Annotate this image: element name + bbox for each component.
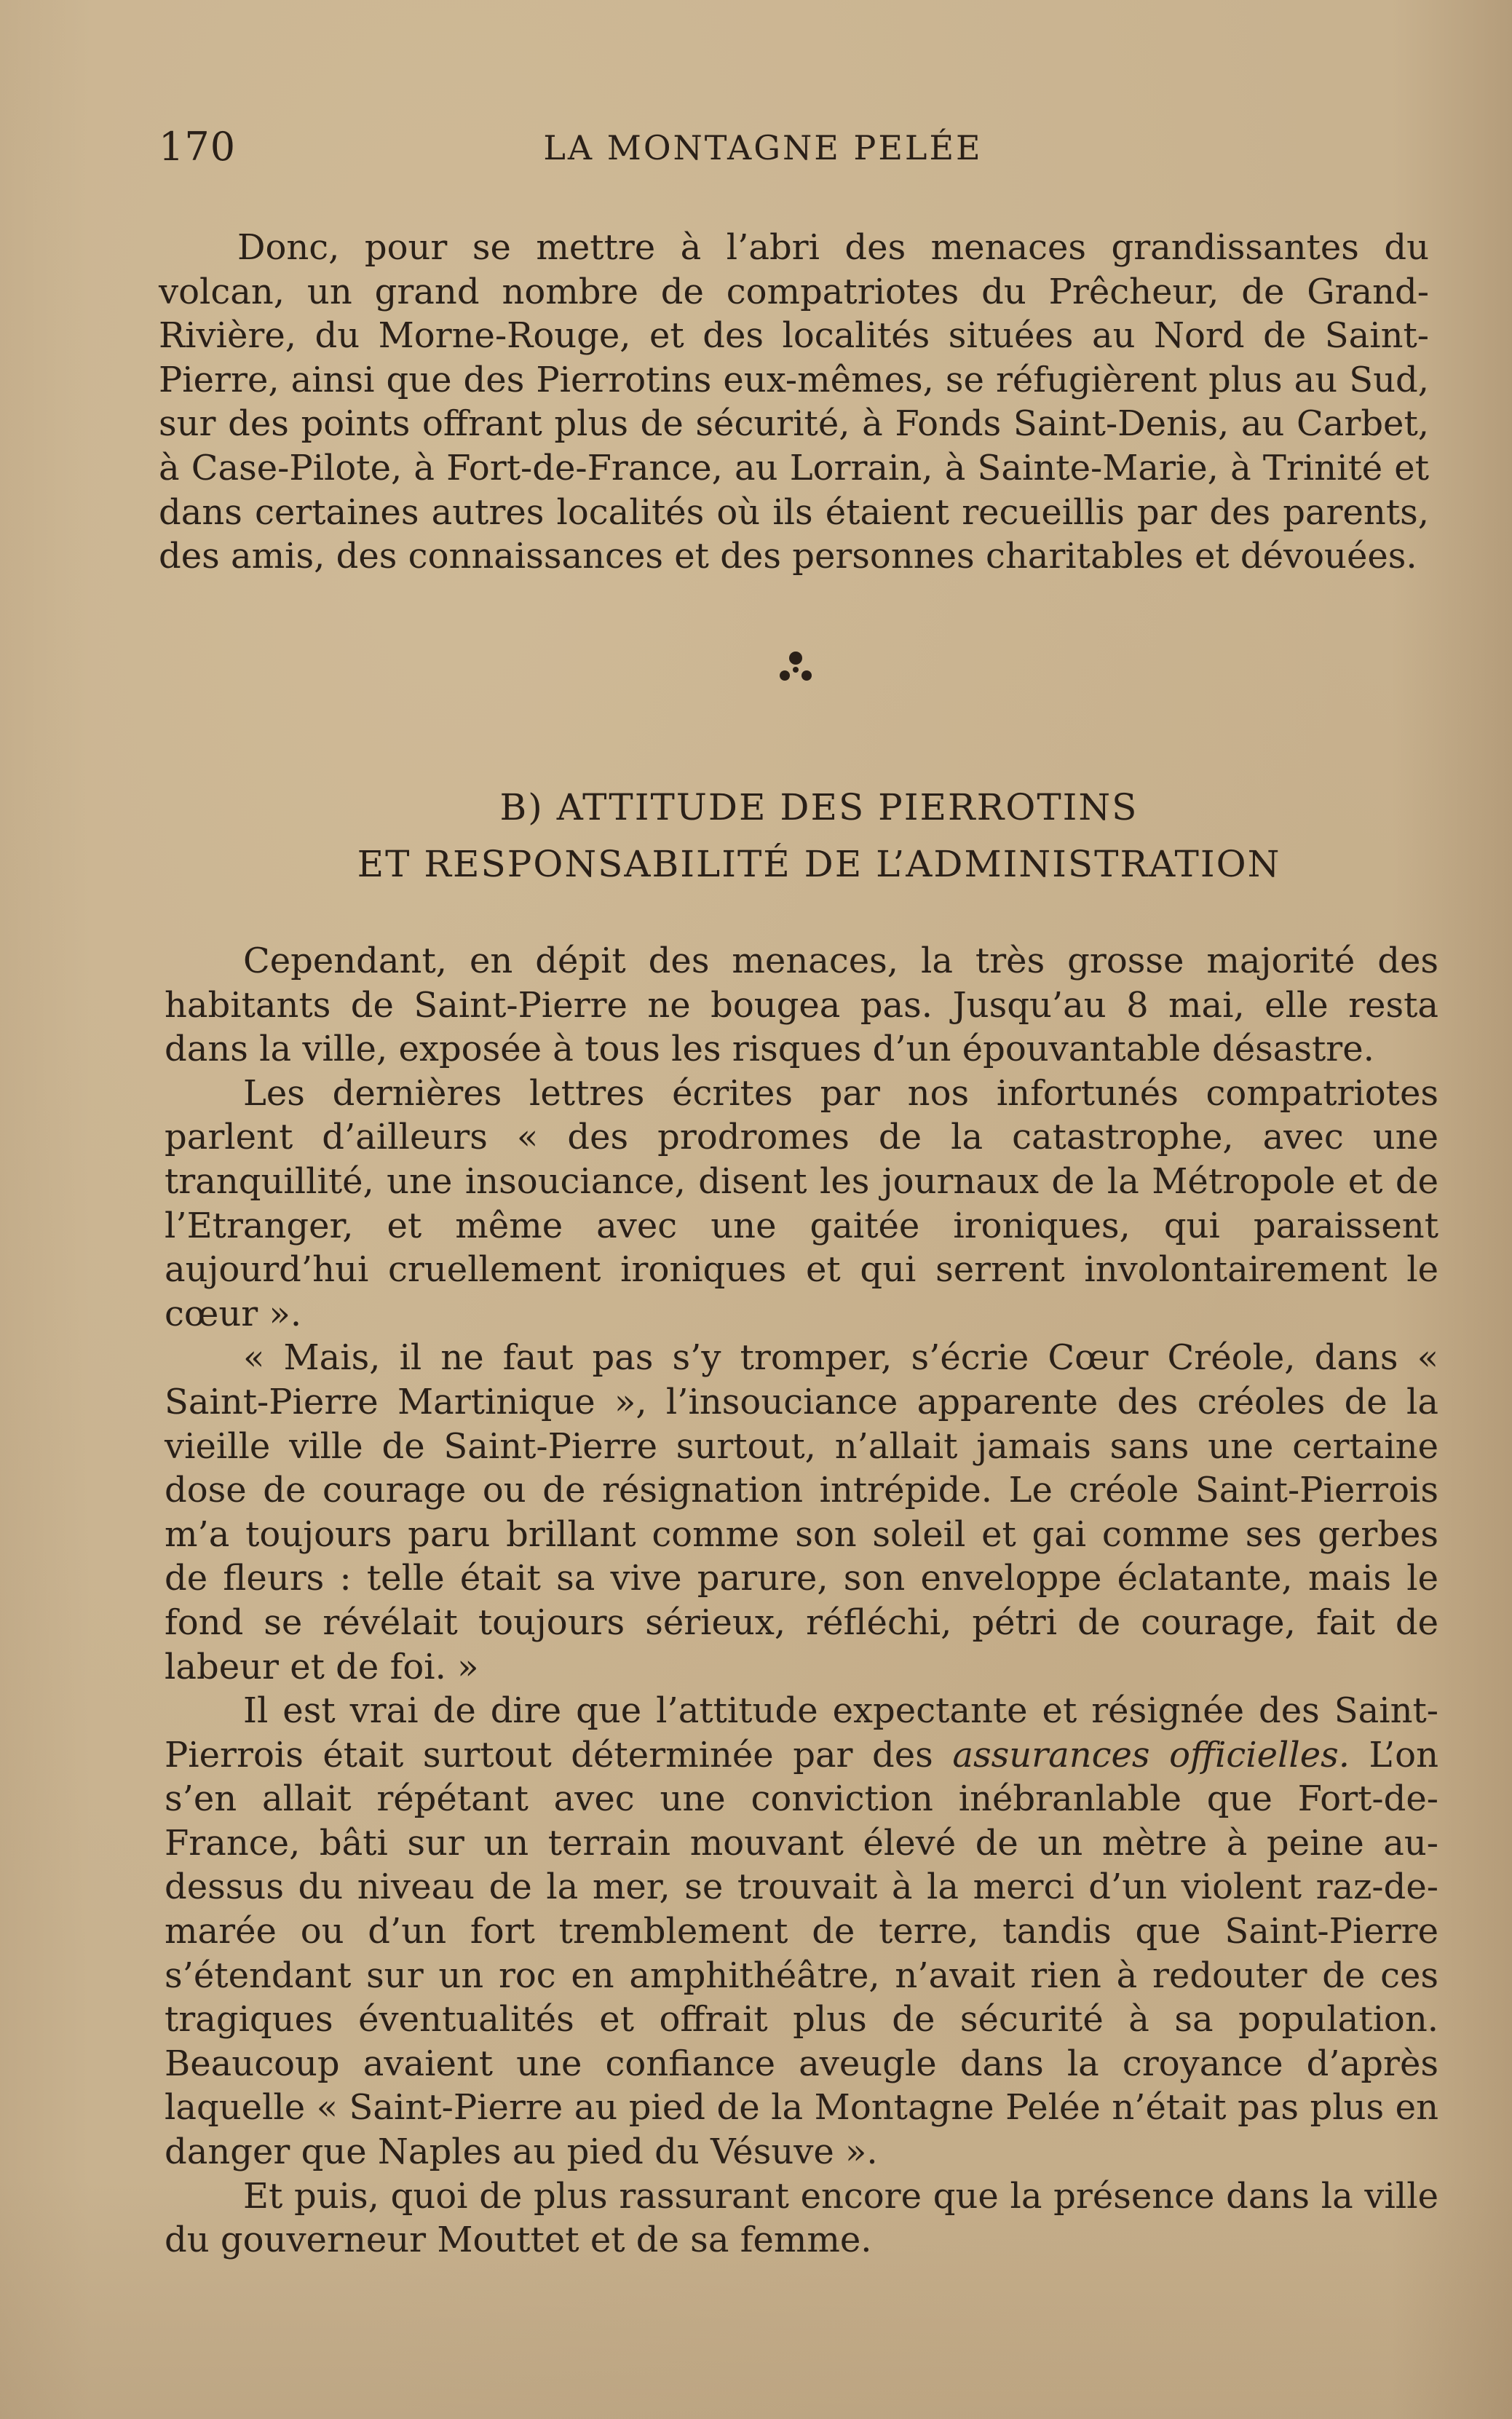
section-heading-line-1: B) ATTITUDE DES PIERROTINS xyxy=(499,786,1139,828)
paragraph-4-end: L’on s’en allait répétant avec une conviction inébranlable que Fort-de-France, bâti sur un terrain mouvant élevé de un mètre à peine au-dessus du niveau de la mer, se trouvait à la merci d’un violent raz-de-marée ou d’un fort tremblement de terre, tandis que Saint-Pierre s’étendant sur un roc en amphithéâtre, n’avait rien à redouter de ces tragiques éventualités et offrait plus de sécurité à sa population. Beaucoup avaient une confiance aveugle dans la croyance d’après laquelle « Saint-Pierre au pied de la Montagne Pelée n’était pas plus en danger que Naples au pied du Vésuve ». xyxy=(165,1734,1438,2173)
paragraph-3: « Mais, il ne faut pas s’y tromper, s’écrie Cœur Créole, dans « Saint-Pierre Martinique », l’insouciance apparente des créoles de la vieille ville de Saint-Pierre surtout, n’allait jamais sans une certaine dose de courage ou de résignation intrépide. Le créole Saint-Pierrois m’a toujours paru brillant comme son soleil et gai comme ses gerbes de fleurs : telle était sa vive parure, son enveloppe éclatante, mais le fond se révélait toujours sérieux, réfléchi, pétri de courage, fait de labeur et de foi. » xyxy=(165,1337,1438,1687)
section-body xyxy=(165,939,1438,2262)
section-heading-line-2: ET RESPONSABILITÉ DE L’ADMINISTRATION xyxy=(357,843,1281,885)
page-number: 170 xyxy=(159,124,237,170)
paragraph-4-start: Il est vrai de dire que l’attitude expectante et résignée des Saint-Pierrois était surtout déterminée par des xyxy=(165,1690,1438,1775)
running-head xyxy=(159,124,1454,175)
intro-text xyxy=(159,226,1429,579)
paragraph-4 xyxy=(165,1689,1438,2174)
asterism-ornament-icon xyxy=(770,648,821,692)
paragraph-5: Et puis, quoi de plus rassurant encore que la présence dans la ville du gouverneur Mouttet et de sa femme. xyxy=(165,2175,1438,2261)
paragraph-2: Les dernières lettres écrites par nos infortunés compatriotes parlent d’ailleurs « des prodromes de la catastrophe, avec une tranquillité, une insouciance, disent les journaux de la Métropole et de l’Etranger, et même avec une gaitée ironiques, qui paraissent aujourd’hui cruellement ironiques et qui serrent involontairement le cœur ». xyxy=(165,1072,1438,1334)
running-title: LA MONTAGNE PELÉE xyxy=(543,128,983,167)
paragraph-1: Cependant, en dépit des menaces, la très grosse majorité des habitants de Saint-Pierre ne bougea pas. Jusqu’au 8 mai, elle resta dans la ville, exposée à tous les risques d’un épouvantable désastre. xyxy=(165,941,1438,1070)
intro-paragraph: Donc, pour se mettre à l’abri des menaces grandissantes du volcan, un grand nombre de compatriotes du Prêcheur, de Grand-Rivière, du Morne-Rouge, et des localités situées au Nord de Saint-Pierre, ainsi que des Pierrotins eux-mêmes, se réfugièrent plus au Sud, sur des points offrant plus de sécurité, à Fonds Saint-Denis, au Carbet, à Case-Pilote, à Fort-de-France, au Lorrain, à Sainte-Marie, à Trinité et dans certaines autres localités où ils étaient recueillis par des parents, des amis, des connaissances et des personnes charitables et dévouées. xyxy=(159,227,1429,577)
paragraph-4-italic: assurances officielles. xyxy=(952,1734,1350,1775)
